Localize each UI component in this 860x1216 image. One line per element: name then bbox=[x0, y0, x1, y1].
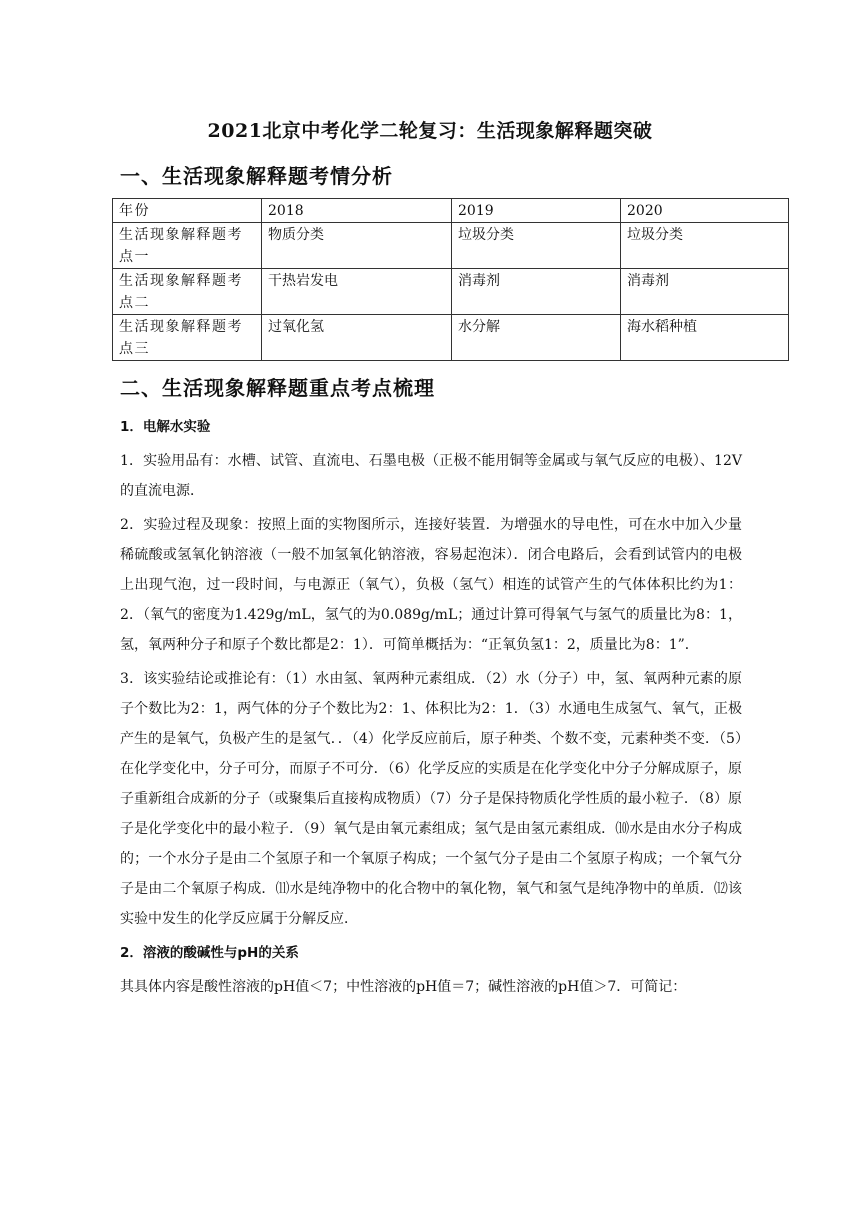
table-cell: 干热岩发电 bbox=[262, 269, 452, 315]
table-row bbox=[113, 223, 789, 269]
table-cell: 生活现象解释题考点三 bbox=[113, 315, 262, 361]
topic-heading-ph: 2．溶液的酸碱性与pH的关系 bbox=[120, 945, 299, 961]
section-heading-analysis: 一、生活现象解释题考情分析 bbox=[120, 164, 393, 188]
document-title: 2021北京中考化学二轮复习：生活现象解释题突破 bbox=[207, 120, 653, 142]
table-cell: 消毒剂 bbox=[452, 269, 621, 315]
table-row bbox=[113, 315, 789, 361]
table-cell: 过氧化氢 bbox=[262, 315, 452, 361]
table-cell: 2019 bbox=[452, 199, 621, 223]
topic-heading-electrolysis: 1．电解水实验 bbox=[120, 419, 211, 435]
table-cell: 垃圾分类 bbox=[452, 223, 621, 269]
exam-analysis-table bbox=[112, 198, 789, 361]
table-cell: 垃圾分类 bbox=[621, 223, 789, 269]
section-heading-key-points: 二、生活现象解释题重点考点梳理 bbox=[120, 376, 435, 400]
table-cell: 水分解 bbox=[452, 315, 621, 361]
table-row bbox=[113, 269, 789, 315]
table-cell: 2018 bbox=[262, 199, 452, 223]
document-body bbox=[120, 412, 742, 1002]
table-cell: 海水稻种植 bbox=[621, 315, 789, 361]
paragraph: 1．实验用品有：水槽、试管、直流电、石墨电极（正极不能用铜等金属或与氧气反应的电极）、12V的直流电源． bbox=[120, 453, 742, 499]
table-cell: 年份 bbox=[113, 199, 262, 223]
paragraph: 2．实验过程及现象：按照上面的实物图所示，连接好装置．为增强水的导电性，可在水中加入少量稀硫酸或氢氧化钠溶液（一般不加氢氧化钠溶液，容易起泡沫）．闭合电路后，会看到试管内的电极上出现气泡，过一段时间，与电源正（氧气），负极（氢气）相连的试管产生的气体体积比约为1：2．（氧气的密度为1.429g/mL，氢气的为0.089g/mL；通过计算可得氧气与氢气的质量比为8：1，氢，氧两种分子和原子个数比都是2：1）．可简单概括为：“正氧负氢1：2，质量比为8：1”． bbox=[120, 517, 742, 653]
table-cell: 物质分类 bbox=[262, 223, 452, 269]
table-row bbox=[113, 199, 789, 223]
table-cell: 生活现象解释题考点二 bbox=[113, 269, 262, 315]
table-cell: 2020 bbox=[621, 199, 789, 223]
paragraph: 其具体内容是酸性溶液的pH值＜7；中性溶液的pH值＝7；碱性溶液的pH值＞7．可简记： bbox=[120, 979, 687, 995]
table-cell: 生活现象解释题考点一 bbox=[113, 223, 262, 269]
paragraph: 3．该实验结论或推论有：（1）水由氢、氧两种元素组成．（2）水（分子）中，氢、氧两种元素的原子个数比为2：1，两气体的分子个数比为2：1、体积比为2：1．（3）水通电生成氢气、氧气，正极产生的是氧气，负极产生的是氢气．．（4）化学反应前后，原子种类、个数不变，元素种类不变．（5）在化学变化中，分子可分，而原子不可分．（6）化学反应的实质是在化学变化中分子分解成原子，原子重新组合成新的分子（或聚集后直接构成物质）（7）分子是保持物质化学性质的最小粒子．（8）原子是化学变化中的最小粒子．（9）氧气是由氧元素组成；氢气是由氢元素组成．⑽水是由水分子构成的；一个水分子是由二个氢原子和一个氧原子构成；一个氢气分子是由二个氢原子构成；一个氧气分子是由二个氧原子构成．⑾水是纯净物中的化合物中的氧化物，氧气和氢气是纯净物中的单质．⑿该实验中发生的化学反应属于分解反应． bbox=[120, 671, 742, 927]
table-cell: 消毒剂 bbox=[621, 269, 789, 315]
